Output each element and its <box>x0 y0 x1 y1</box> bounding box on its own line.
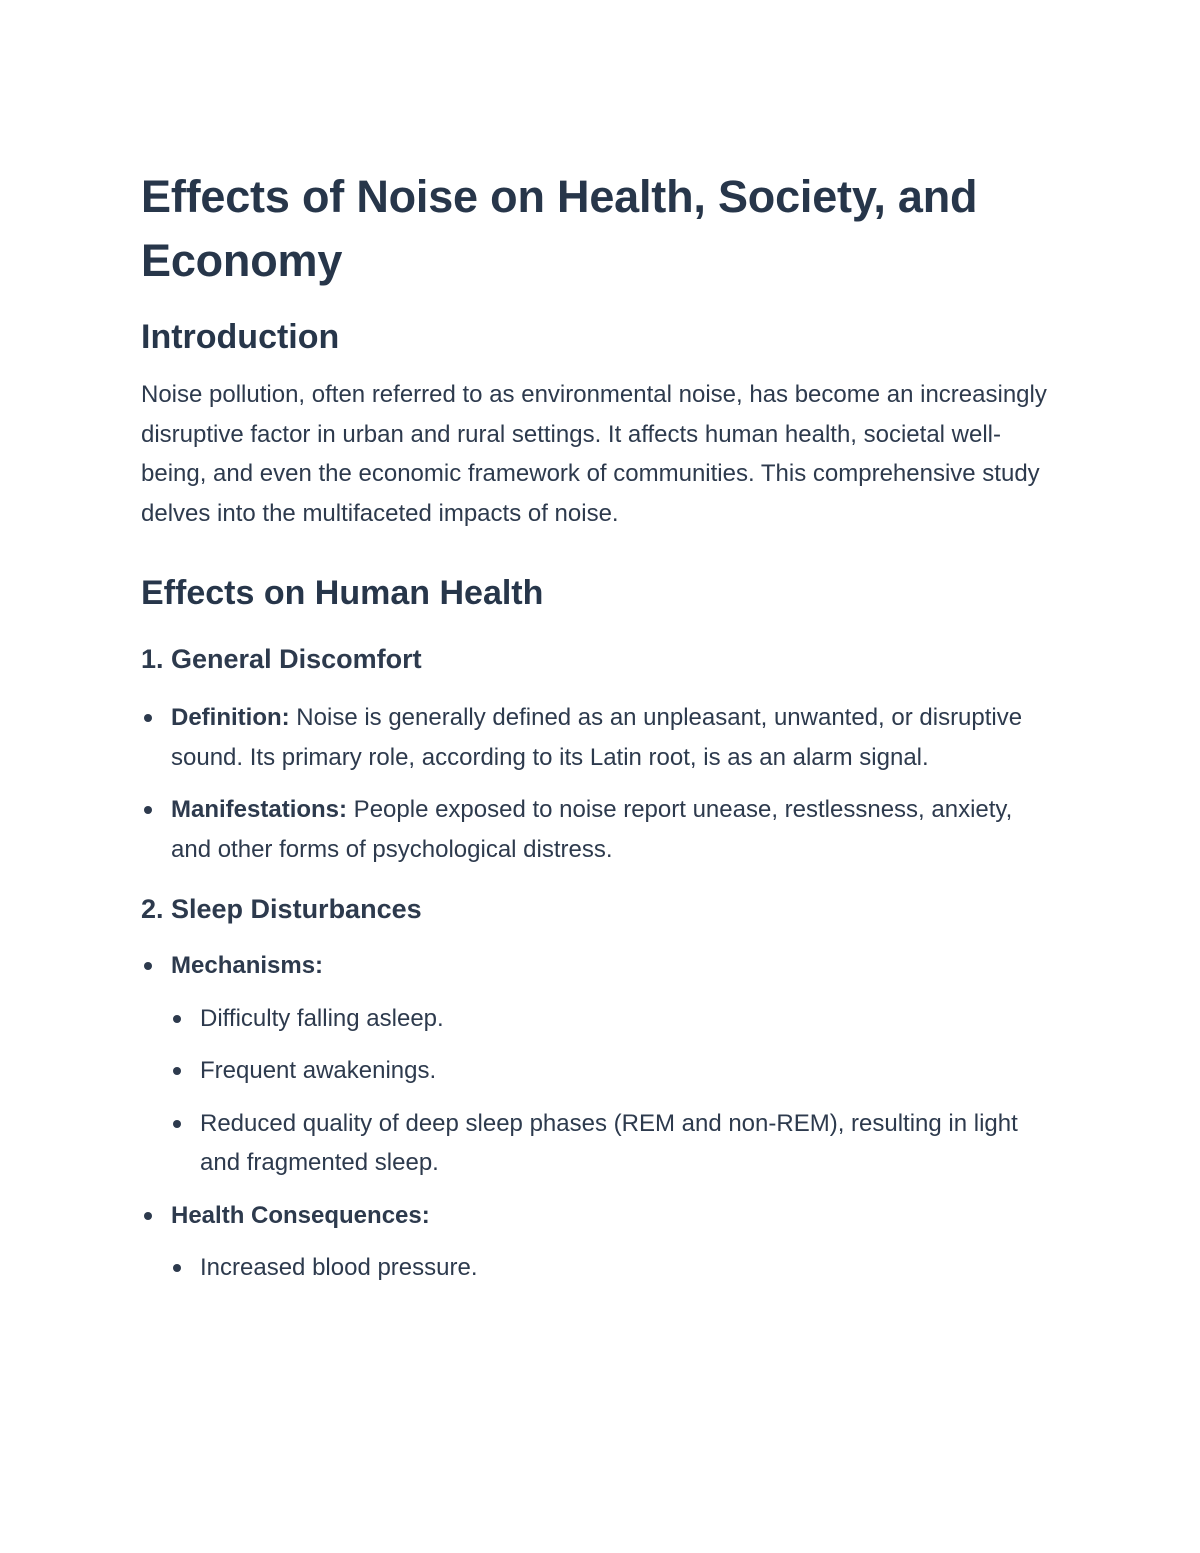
list-item <box>141 1196 1051 1288</box>
list-item-text: People exposed to noise report unease, restlessness, anxiety, and other forms of psychological distress. <box>171 796 1013 863</box>
list-item <box>141 946 1051 1183</box>
list-item: Increased blood pressure. <box>141 1248 1051 1288</box>
list-item: Difficulty falling asleep. <box>141 999 1051 1039</box>
list-item: Frequent awakenings. <box>141 1051 1051 1091</box>
health-effects-heading: Effects on Human Health <box>141 574 544 612</box>
introduction-heading: Introduction <box>141 318 340 356</box>
sleep-disturbances-heading: 2. Sleep Disturbances <box>141 894 422 924</box>
list-item <box>141 698 1051 777</box>
document-page <box>141 165 1051 1288</box>
mechanisms-sublist <box>171 999 1051 1183</box>
list-item-term: Manifestations: <box>171 796 348 823</box>
health-consequences-sublist <box>171 1248 1051 1288</box>
document-title: Effects of Noise on Health, Society, and Economy <box>141 171 978 286</box>
list-item-term: Health Consequences: <box>171 1201 430 1229</box>
list-item-term: Mechanisms: <box>171 952 324 979</box>
list-item: Reduced quality of deep sleep phases (REM and non-REM), resulting in light and fragmented sleep. <box>141 1104 1051 1183</box>
introduction-paragraph: Noise pollution, often referred to as environmental noise, has become an increasingly disruptive factor in urban and rural settings. It affects human health, societal well-being, and even the economic framework of communities. This comprehensive study delves into the multifaceted impacts of noise. <box>141 381 1047 527</box>
list-item <box>141 790 1051 869</box>
general-discomfort-heading: 1. General Discomfort <box>141 644 422 674</box>
list-item-term: Definition: <box>171 704 290 731</box>
list-item-text: Noise is generally defined as an unpleasant, unwanted, or disruptive sound. Its primary role, according to its Latin root, is as an alarm signal. <box>171 704 1023 771</box>
sleep-disturbances-list <box>141 946 1051 1288</box>
general-discomfort-list <box>141 698 1051 869</box>
